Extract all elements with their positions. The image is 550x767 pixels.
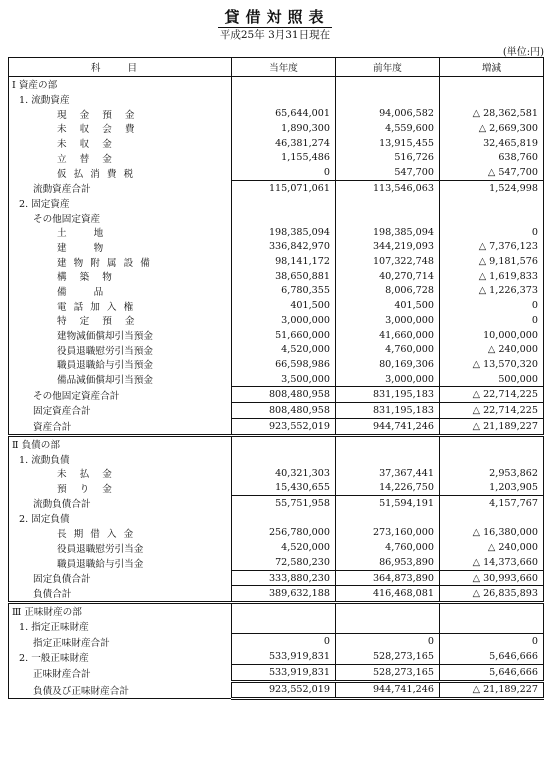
account-label: その他固定資産合計: [9, 387, 232, 403]
table-row: [9, 664, 544, 681]
previous-year-value: 416,468,081: [336, 586, 440, 603]
change-value: [440, 451, 544, 466]
account-label: 役員退職慰労引当預金: [9, 342, 232, 357]
table-row: [9, 269, 544, 284]
change-value: △ 1,226,373: [440, 284, 544, 299]
account-label: 2. 固定資産: [9, 196, 232, 211]
table-row: [9, 435, 544, 451]
previous-year-value: [336, 451, 440, 466]
table-row: [9, 92, 544, 107]
previous-year-value: 3,000,000: [336, 313, 440, 328]
table-row: [9, 418, 544, 435]
previous-year-value: 528,273,165: [336, 649, 440, 664]
current-year-value: 808,480,958: [232, 387, 336, 403]
change-value: 32,465,819: [440, 136, 544, 151]
unit-note: (単位:円): [502, 47, 544, 58]
change-value: △ 240,000: [440, 540, 544, 555]
current-year-value: 333,880,230: [232, 570, 336, 586]
change-value: 500,000: [440, 372, 544, 387]
previous-year-value: 528,273,165: [336, 664, 440, 681]
previous-year-value: 3,000,000: [336, 372, 440, 387]
account-label: 未 払 金: [9, 466, 232, 481]
table-row: [9, 240, 544, 255]
current-year-value: 65,644,001: [232, 106, 336, 121]
change-value: [440, 92, 544, 107]
current-year-value: [232, 196, 336, 211]
previous-year-value: 40,270,714: [336, 269, 440, 284]
change-value: [440, 619, 544, 634]
table-row: [9, 136, 544, 151]
table-row: [9, 77, 544, 92]
previous-year-value: 80,169,306: [336, 357, 440, 372]
account-label: 1. 指定正味財産: [9, 619, 232, 634]
account-label: 流動資産合計: [9, 180, 232, 195]
change-value: [440, 511, 544, 526]
change-value: △ 14,373,660: [440, 555, 544, 570]
change-value: △ 16,380,000: [440, 526, 544, 541]
previous-year-value: 4,559,600: [336, 121, 440, 136]
previous-year-value: 94,006,582: [336, 106, 440, 121]
table-row: [9, 403, 544, 419]
previous-year-value: 41,660,000: [336, 328, 440, 343]
previous-year-value: [336, 196, 440, 211]
table-row: [9, 254, 544, 269]
current-year-value: 0: [232, 165, 336, 180]
account-label: Ⅱ 負債の部: [9, 435, 232, 451]
account-label: Ⅰ 資産の部: [9, 77, 232, 92]
change-value: △ 2,669,300: [440, 121, 544, 136]
current-year-value: 55,751,958: [232, 496, 336, 511]
previous-year-value: 944,741,246: [336, 681, 440, 699]
change-value: [440, 210, 544, 225]
table-row: [9, 649, 544, 664]
previous-year-value: 13,915,455: [336, 136, 440, 151]
current-year-value: 40,321,303: [232, 466, 336, 481]
account-label: 現 金 預 金: [9, 106, 232, 121]
current-year-value: 66,598,986: [232, 357, 336, 372]
account-label: 立 替 金: [9, 150, 232, 165]
account-label: 建 物 附 属 設 備: [9, 254, 232, 269]
account-label: Ⅲ 正味財産の部: [9, 603, 232, 619]
table-row: [9, 328, 544, 343]
current-year-value: 401,500: [232, 298, 336, 313]
table-row: [9, 284, 544, 299]
table-row: [9, 481, 544, 496]
current-year-value: 4,520,000: [232, 342, 336, 357]
account-label: 1. 流動負債: [9, 451, 232, 466]
table-row: [9, 387, 544, 403]
current-year-value: [232, 435, 336, 451]
previous-year-value: 51,594,191: [336, 496, 440, 511]
table-row: [9, 121, 544, 136]
change-value: △ 22,714,225: [440, 403, 544, 419]
current-year-value: 256,780,000: [232, 526, 336, 541]
account-label: 指定正味財産合計: [9, 634, 232, 649]
current-year-value: [232, 451, 336, 466]
previous-year-value: 831,195,183: [336, 403, 440, 419]
previous-year-value: 944,741,246: [336, 418, 440, 435]
table-row: [9, 196, 544, 211]
current-year-value: 198,385,094: [232, 225, 336, 240]
account-label: 役員退職慰労引当金: [9, 540, 232, 555]
account-label: 仮 払 消 費 税: [9, 165, 232, 180]
previous-year-value: 4,760,000: [336, 342, 440, 357]
account-label: 職員退職給与引当預金: [9, 357, 232, 372]
table-row: [9, 150, 544, 165]
header-row: [9, 58, 544, 77]
current-year-value: 923,552,019: [232, 681, 336, 699]
balance-sheet-table: [8, 57, 544, 700]
current-year-value: [232, 92, 336, 107]
current-year-value: 6,780,355: [232, 284, 336, 299]
table-row: [9, 586, 544, 603]
current-year-value: 808,480,958: [232, 403, 336, 419]
previous-year-value: [336, 210, 440, 225]
account-label: 流動負債合計: [9, 496, 232, 511]
previous-year-value: [336, 92, 440, 107]
table-row: [9, 165, 544, 180]
current-year-value: [232, 603, 336, 619]
table-row: [9, 466, 544, 481]
table-row: [9, 570, 544, 586]
previous-year-value: 516,726: [336, 150, 440, 165]
table-row: [9, 511, 544, 526]
current-year-value: 38,650,881: [232, 269, 336, 284]
change-value: [440, 603, 544, 619]
account-label: 資産合計: [9, 418, 232, 435]
change-value: △ 22,714,225: [440, 387, 544, 403]
change-value: 1,203,905: [440, 481, 544, 496]
header-previous-year: 前年度: [336, 58, 440, 77]
previous-year-value: 86,953,890: [336, 555, 440, 570]
table-row: [9, 210, 544, 225]
current-year-value: 3,000,000: [232, 313, 336, 328]
table-row: [9, 634, 544, 649]
current-year-value: 72,580,230: [232, 555, 336, 570]
account-label: 負債合計: [9, 586, 232, 603]
current-year-value: 389,632,188: [232, 586, 336, 603]
change-value: 638,760: [440, 150, 544, 165]
current-year-value: 3,500,000: [232, 372, 336, 387]
current-year-value: 15,430,655: [232, 481, 336, 496]
account-label: 負債及び正味財産合計: [9, 681, 232, 699]
current-year-value: 923,552,019: [232, 418, 336, 435]
previous-year-value: 831,195,183: [336, 387, 440, 403]
change-value: 2,953,862: [440, 466, 544, 481]
change-value: 10,000,000: [440, 328, 544, 343]
previous-year-value: 198,385,094: [336, 225, 440, 240]
change-value: 0: [440, 298, 544, 313]
previous-year-value: 364,873,890: [336, 570, 440, 586]
account-label: 電 話 加 入 権: [9, 298, 232, 313]
account-label: 構 築 物: [9, 269, 232, 284]
table-row: [9, 681, 544, 699]
change-value: △ 21,189,227: [440, 681, 544, 699]
previous-year-value: 8,006,728: [336, 284, 440, 299]
change-value: △ 13,570,320: [440, 357, 544, 372]
current-year-value: 533,919,831: [232, 664, 336, 681]
report-date: 平成25年 3月31日現在: [219, 29, 331, 41]
previous-year-value: 14,226,750: [336, 481, 440, 496]
current-year-value: 98,141,172: [232, 254, 336, 269]
table-row: [9, 372, 544, 387]
table-row: [9, 357, 544, 372]
previous-year-value: 0: [336, 634, 440, 649]
previous-year-value: [336, 603, 440, 619]
table-row: [9, 106, 544, 121]
account-label: 備品減価償却引当預金: [9, 372, 232, 387]
current-year-value: 336,842,970: [232, 240, 336, 255]
change-value: [440, 77, 544, 92]
previous-year-value: [336, 619, 440, 634]
change-value: 5,646,666: [440, 649, 544, 664]
account-label: 長 期 借 入 金: [9, 526, 232, 541]
table-row: [9, 313, 544, 328]
table-row: [9, 496, 544, 511]
account-label: 備 品: [9, 284, 232, 299]
table-row: [9, 298, 544, 313]
current-year-value: 1,890,300: [232, 121, 336, 136]
table-row: [9, 225, 544, 240]
header-current-year: 当年度: [232, 58, 336, 77]
table-row: [9, 603, 544, 619]
change-value: △ 28,362,581: [440, 106, 544, 121]
change-value: 1,524,998: [440, 180, 544, 195]
change-value: △ 1,619,833: [440, 269, 544, 284]
header-item: 科 目: [9, 58, 232, 77]
header-change: 増減: [440, 58, 544, 77]
account-label: 建 物: [9, 240, 232, 255]
account-label: 預 り 金: [9, 481, 232, 496]
document-title: 貸借対照表: [0, 6, 550, 27]
table-row: [9, 619, 544, 634]
change-value: 0: [440, 634, 544, 649]
change-value: 5,646,666: [440, 664, 544, 681]
current-year-value: [232, 511, 336, 526]
change-value: △ 21,189,227: [440, 418, 544, 435]
previous-year-value: 547,700: [336, 165, 440, 180]
change-value: 0: [440, 225, 544, 240]
account-label: 正味財産合計: [9, 664, 232, 681]
change-value: △ 9,181,576: [440, 254, 544, 269]
change-value: [440, 196, 544, 211]
account-label: その他固定資産: [9, 210, 232, 225]
current-year-value: 0: [232, 634, 336, 649]
current-year-value: [232, 619, 336, 634]
table-row: [9, 526, 544, 541]
table-row: [9, 540, 544, 555]
change-value: △ 26,835,893: [440, 586, 544, 603]
previous-year-value: [336, 511, 440, 526]
previous-year-value: 401,500: [336, 298, 440, 313]
change-value: 4,157,767: [440, 496, 544, 511]
account-label: 1. 流動資産: [9, 92, 232, 107]
change-value: [440, 435, 544, 451]
previous-year-value: 107,322,748: [336, 254, 440, 269]
account-label: 職員退職給与引当金: [9, 555, 232, 570]
table-body: [9, 77, 544, 699]
previous-year-value: 37,367,441: [336, 466, 440, 481]
current-year-value: [232, 210, 336, 225]
account-label: 未 収 金: [9, 136, 232, 151]
table-row: [9, 451, 544, 466]
current-year-value: 4,520,000: [232, 540, 336, 555]
current-year-value: 1,155,486: [232, 150, 336, 165]
change-value: △ 7,376,123: [440, 240, 544, 255]
previous-year-value: 344,219,093: [336, 240, 440, 255]
account-label: 固定資産合計: [9, 403, 232, 419]
table-row: [9, 555, 544, 570]
table-row: [9, 180, 544, 195]
account-label: 土 地: [9, 225, 232, 240]
change-value: △ 240,000: [440, 342, 544, 357]
previous-year-value: 4,760,000: [336, 540, 440, 555]
previous-year-value: [336, 435, 440, 451]
current-year-value: 115,071,061: [232, 180, 336, 195]
current-year-value: 51,660,000: [232, 328, 336, 343]
account-label: 特 定 預 金: [9, 313, 232, 328]
current-year-value: 533,919,831: [232, 649, 336, 664]
previous-year-value: [336, 77, 440, 92]
table-row: [9, 342, 544, 357]
previous-year-value: 113,546,063: [336, 180, 440, 195]
account-label: 建物減価償却引当預金: [9, 328, 232, 343]
previous-year-value: 273,160,000: [336, 526, 440, 541]
current-year-value: 46,381,274: [232, 136, 336, 151]
change-value: △ 547,700: [440, 165, 544, 180]
account-label: 固定負債合計: [9, 570, 232, 586]
account-label: 2. 一般正味財産: [9, 649, 232, 664]
account-label: 未 収 会 費: [9, 121, 232, 136]
account-label: 2. 固定負債: [9, 511, 232, 526]
change-value: 0: [440, 313, 544, 328]
change-value: △ 30,993,660: [440, 570, 544, 586]
current-year-value: [232, 77, 336, 92]
